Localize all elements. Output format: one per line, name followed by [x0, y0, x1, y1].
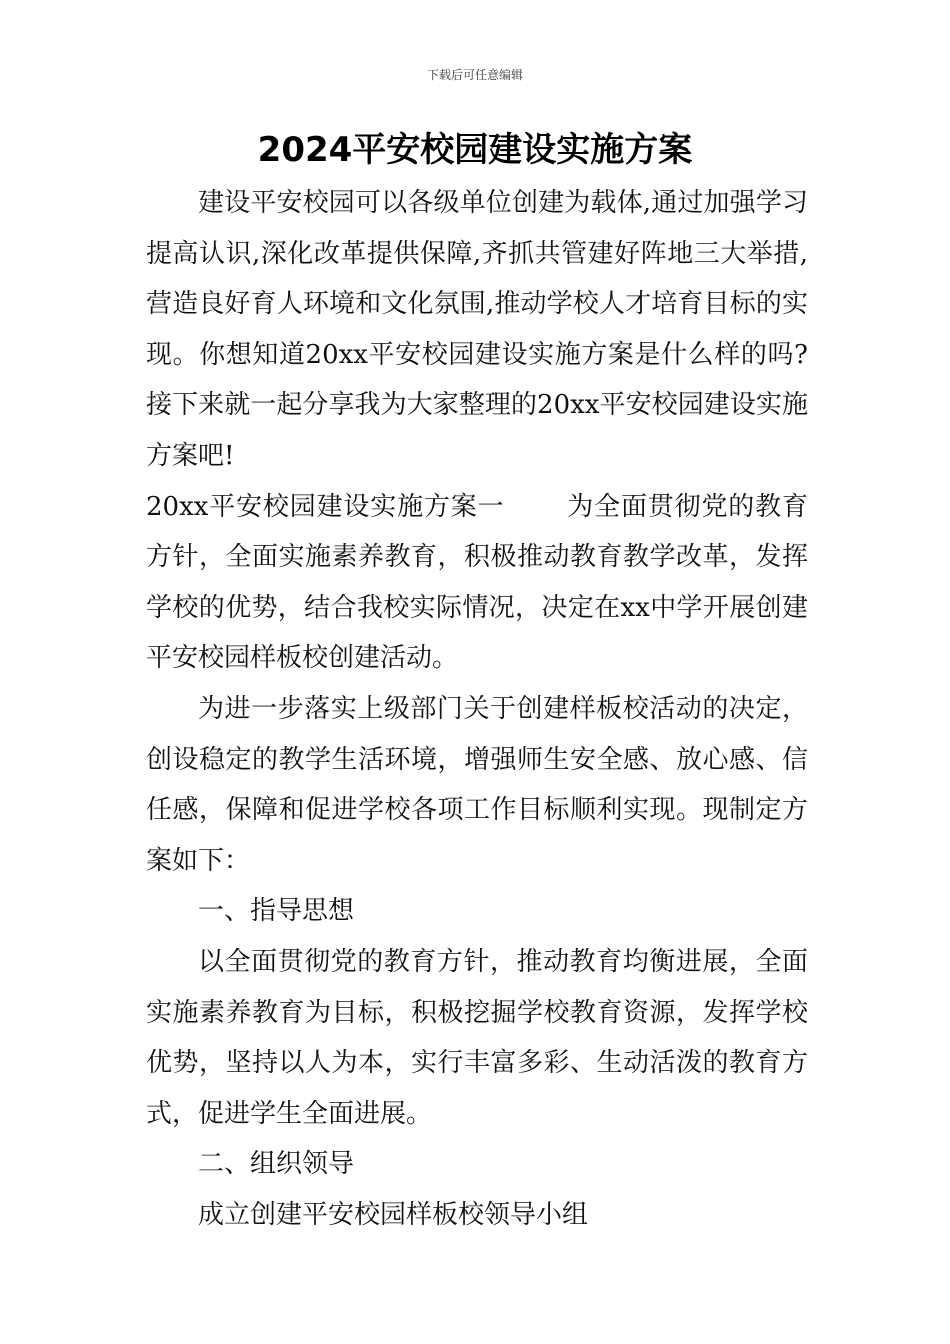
organization-paragraph: 成立创建平安校园样板校领导小组 [198, 1199, 589, 1230]
document-body [146, 178, 808, 1240]
heading-organization: 二、组织领导 [198, 1149, 355, 1180]
heading-guiding-ideology: 一、指导思想 [198, 896, 355, 927]
intro-paragraph: 建设平安校园可以各级单位创建为载体,通过加强学习提高认识,深化改革提供保障,齐抓共管建好阵地三大举措,营造良好育人环境和文化氛围,推动学校人才培育目标的实现。你想知道20xx平安校园建设实施方案是什么样的吗?接下来就一起分享我为大家整理的20xx平安校园建设实施方案吧! [146, 188, 808, 471]
purpose-paragraph: 为进一步落实上级部门关于创建样板校活动的决定，创设稳定的教学生活环境，增强师生安全感、放心感、信任感，保障和促进学校各项工作目标顺利实现。现制定方案如下： [146, 693, 808, 876]
guiding-ideology-paragraph: 以全面贯彻党的教育方针，推动教育均衡进展，全面实施素养教育为目标，积极挖掘学校教育资源，发挥学校优势，坚持以人为本，实行丰富多彩、生动活泼的教育方式，促进学生全面进展。 [146, 946, 808, 1129]
page-header-note: 下载后可任意编辑 [426, 68, 523, 82]
section-one-text: 为全面贯彻党的教育方针，全面实施素养教育，积极推动教育教学改革，发挥学校的优势，结合我校实际情况，决定在xx中学开展创建平安校园样板校创建活动。 [146, 491, 808, 674]
section-one-paragraph [146, 482, 808, 684]
document-title: 2024平安校园建设实施方案 [257, 130, 693, 170]
section-one-label: 20xx平安校园建设实施方案一 [146, 491, 505, 522]
